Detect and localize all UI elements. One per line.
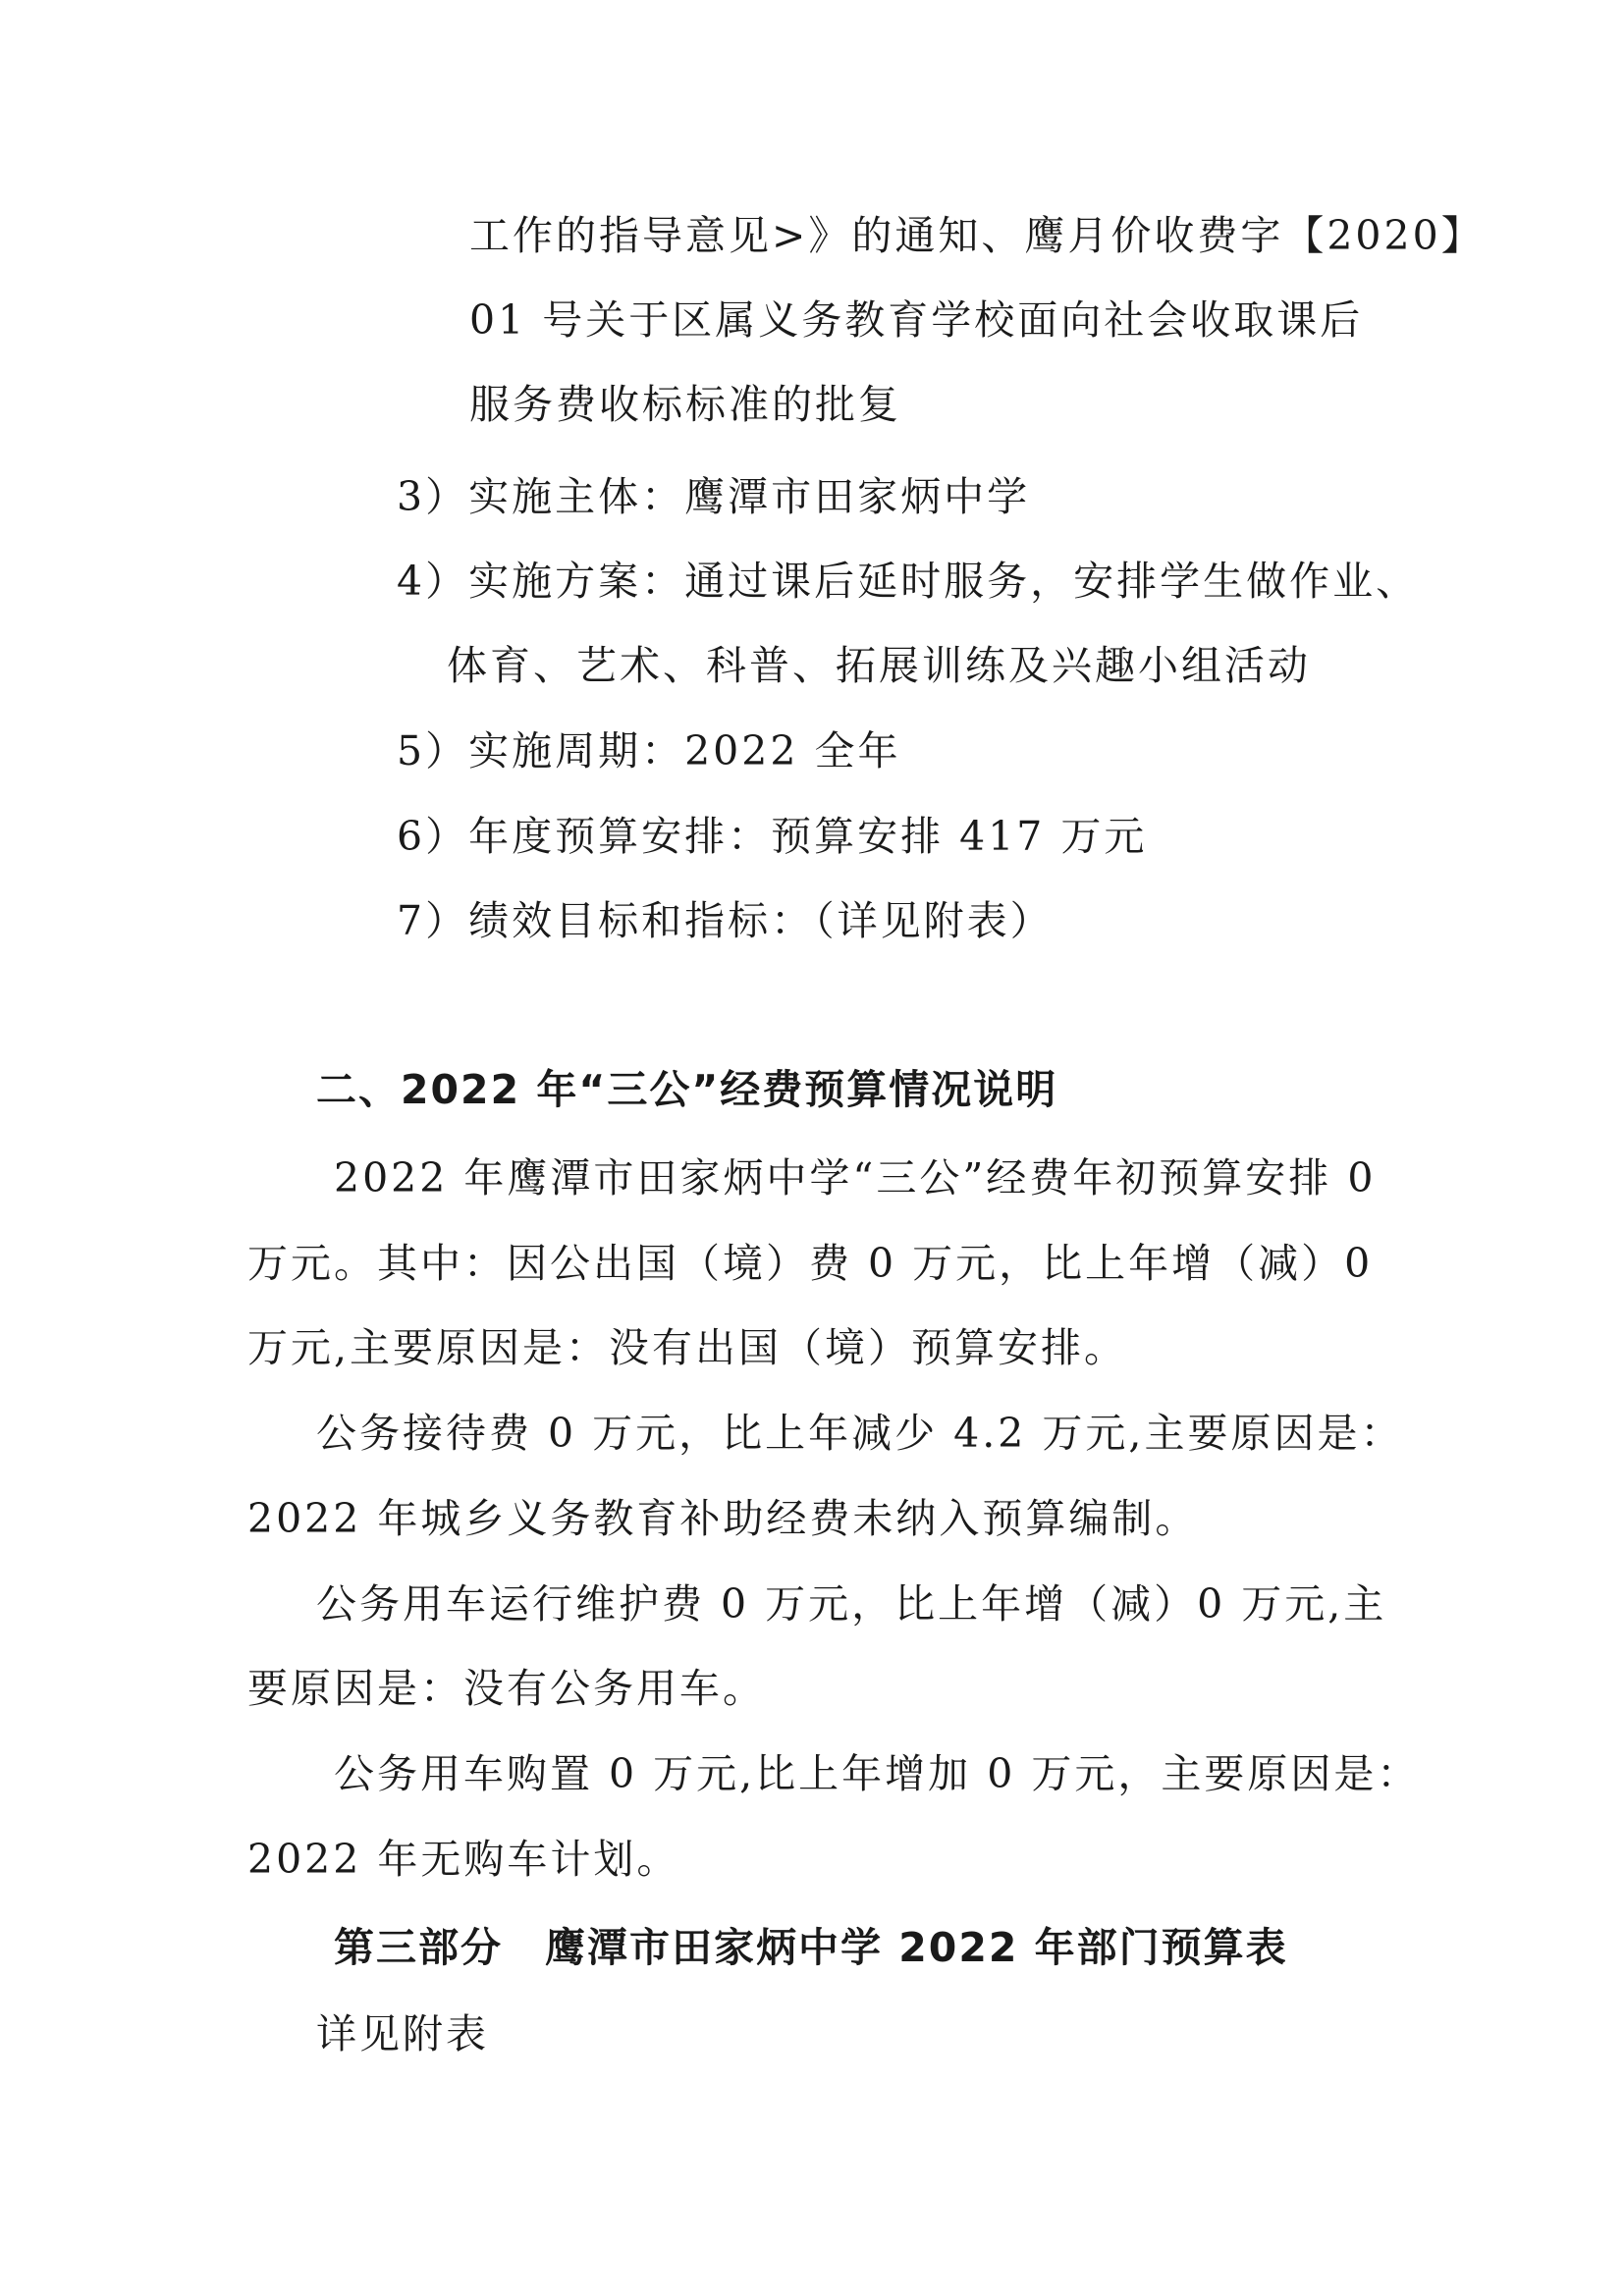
project-text-line: 服务费收标标准的批复 bbox=[469, 381, 901, 428]
section-two-paragraph-line: 公务用车运行维护费 0 万元，比上年增（减）0 万元,主 bbox=[316, 1580, 1387, 1628]
project-text-line: 01 号关于区属义务教育学校面向社会收取课后 bbox=[469, 296, 1364, 344]
section-two-paragraph-line: 万元。其中：因公出国（境）费 0 万元，比上年增（减）0 bbox=[247, 1240, 1374, 1287]
project-item-plan-continued: 体育、艺术、科普、拓展训练及兴趣小组活动 bbox=[447, 642, 1311, 689]
project-item-implementer: 3）实施主体：鹰潭市田家炳中学 bbox=[397, 473, 1031, 520]
section-two-paragraph-line: 要原因是：没有公务用车。 bbox=[247, 1665, 766, 1712]
project-text-line: 工作的指导意见>》的通知、鹰月价收费字【2020】 bbox=[469, 212, 1485, 259]
project-item-budget: 6）年度预算安排：预算安排 417 万元 bbox=[397, 813, 1148, 860]
part-three-heading: 第三部分 鹰潭市田家炳中学 2022 年部门预算表 bbox=[334, 1924, 1288, 1971]
section-two-paragraph-line: 2022 年无购车计划。 bbox=[247, 1836, 680, 1883]
section-two-paragraph-line: 公务接待费 0 万元，比上年减少 4.2 万元,主要原因是： bbox=[316, 1410, 1404, 1457]
section-two-paragraph-line: 万元,主要原因是：没有出国（境）预算安排。 bbox=[247, 1324, 1128, 1371]
project-item-targets: 7）绩效目标和指标：（详见附表） bbox=[397, 897, 1054, 944]
part-three-note: 详见附表 bbox=[316, 2010, 489, 2057]
section-two-heading: 二、2022 年“三公”经费预算情况说明 bbox=[316, 1066, 1058, 1113]
project-item-plan: 4）实施方案：通过课后延时服务，安排学生做作业、 bbox=[397, 558, 1420, 605]
section-two-paragraph-line: 公务用车购置 0 万元,比上年增加 0 万元，主要原因是： bbox=[334, 1750, 1421, 1797]
section-two-paragraph-line: 2022 年城乡义务教育补助经费未纳入预算编制。 bbox=[247, 1495, 1199, 1542]
project-item-period: 5）实施周期：2022 全年 bbox=[397, 727, 901, 774]
section-two-paragraph-line: 2022 年鹰潭市田家炳中学“三公”经费年初预算安排 0 bbox=[334, 1154, 1377, 1201]
